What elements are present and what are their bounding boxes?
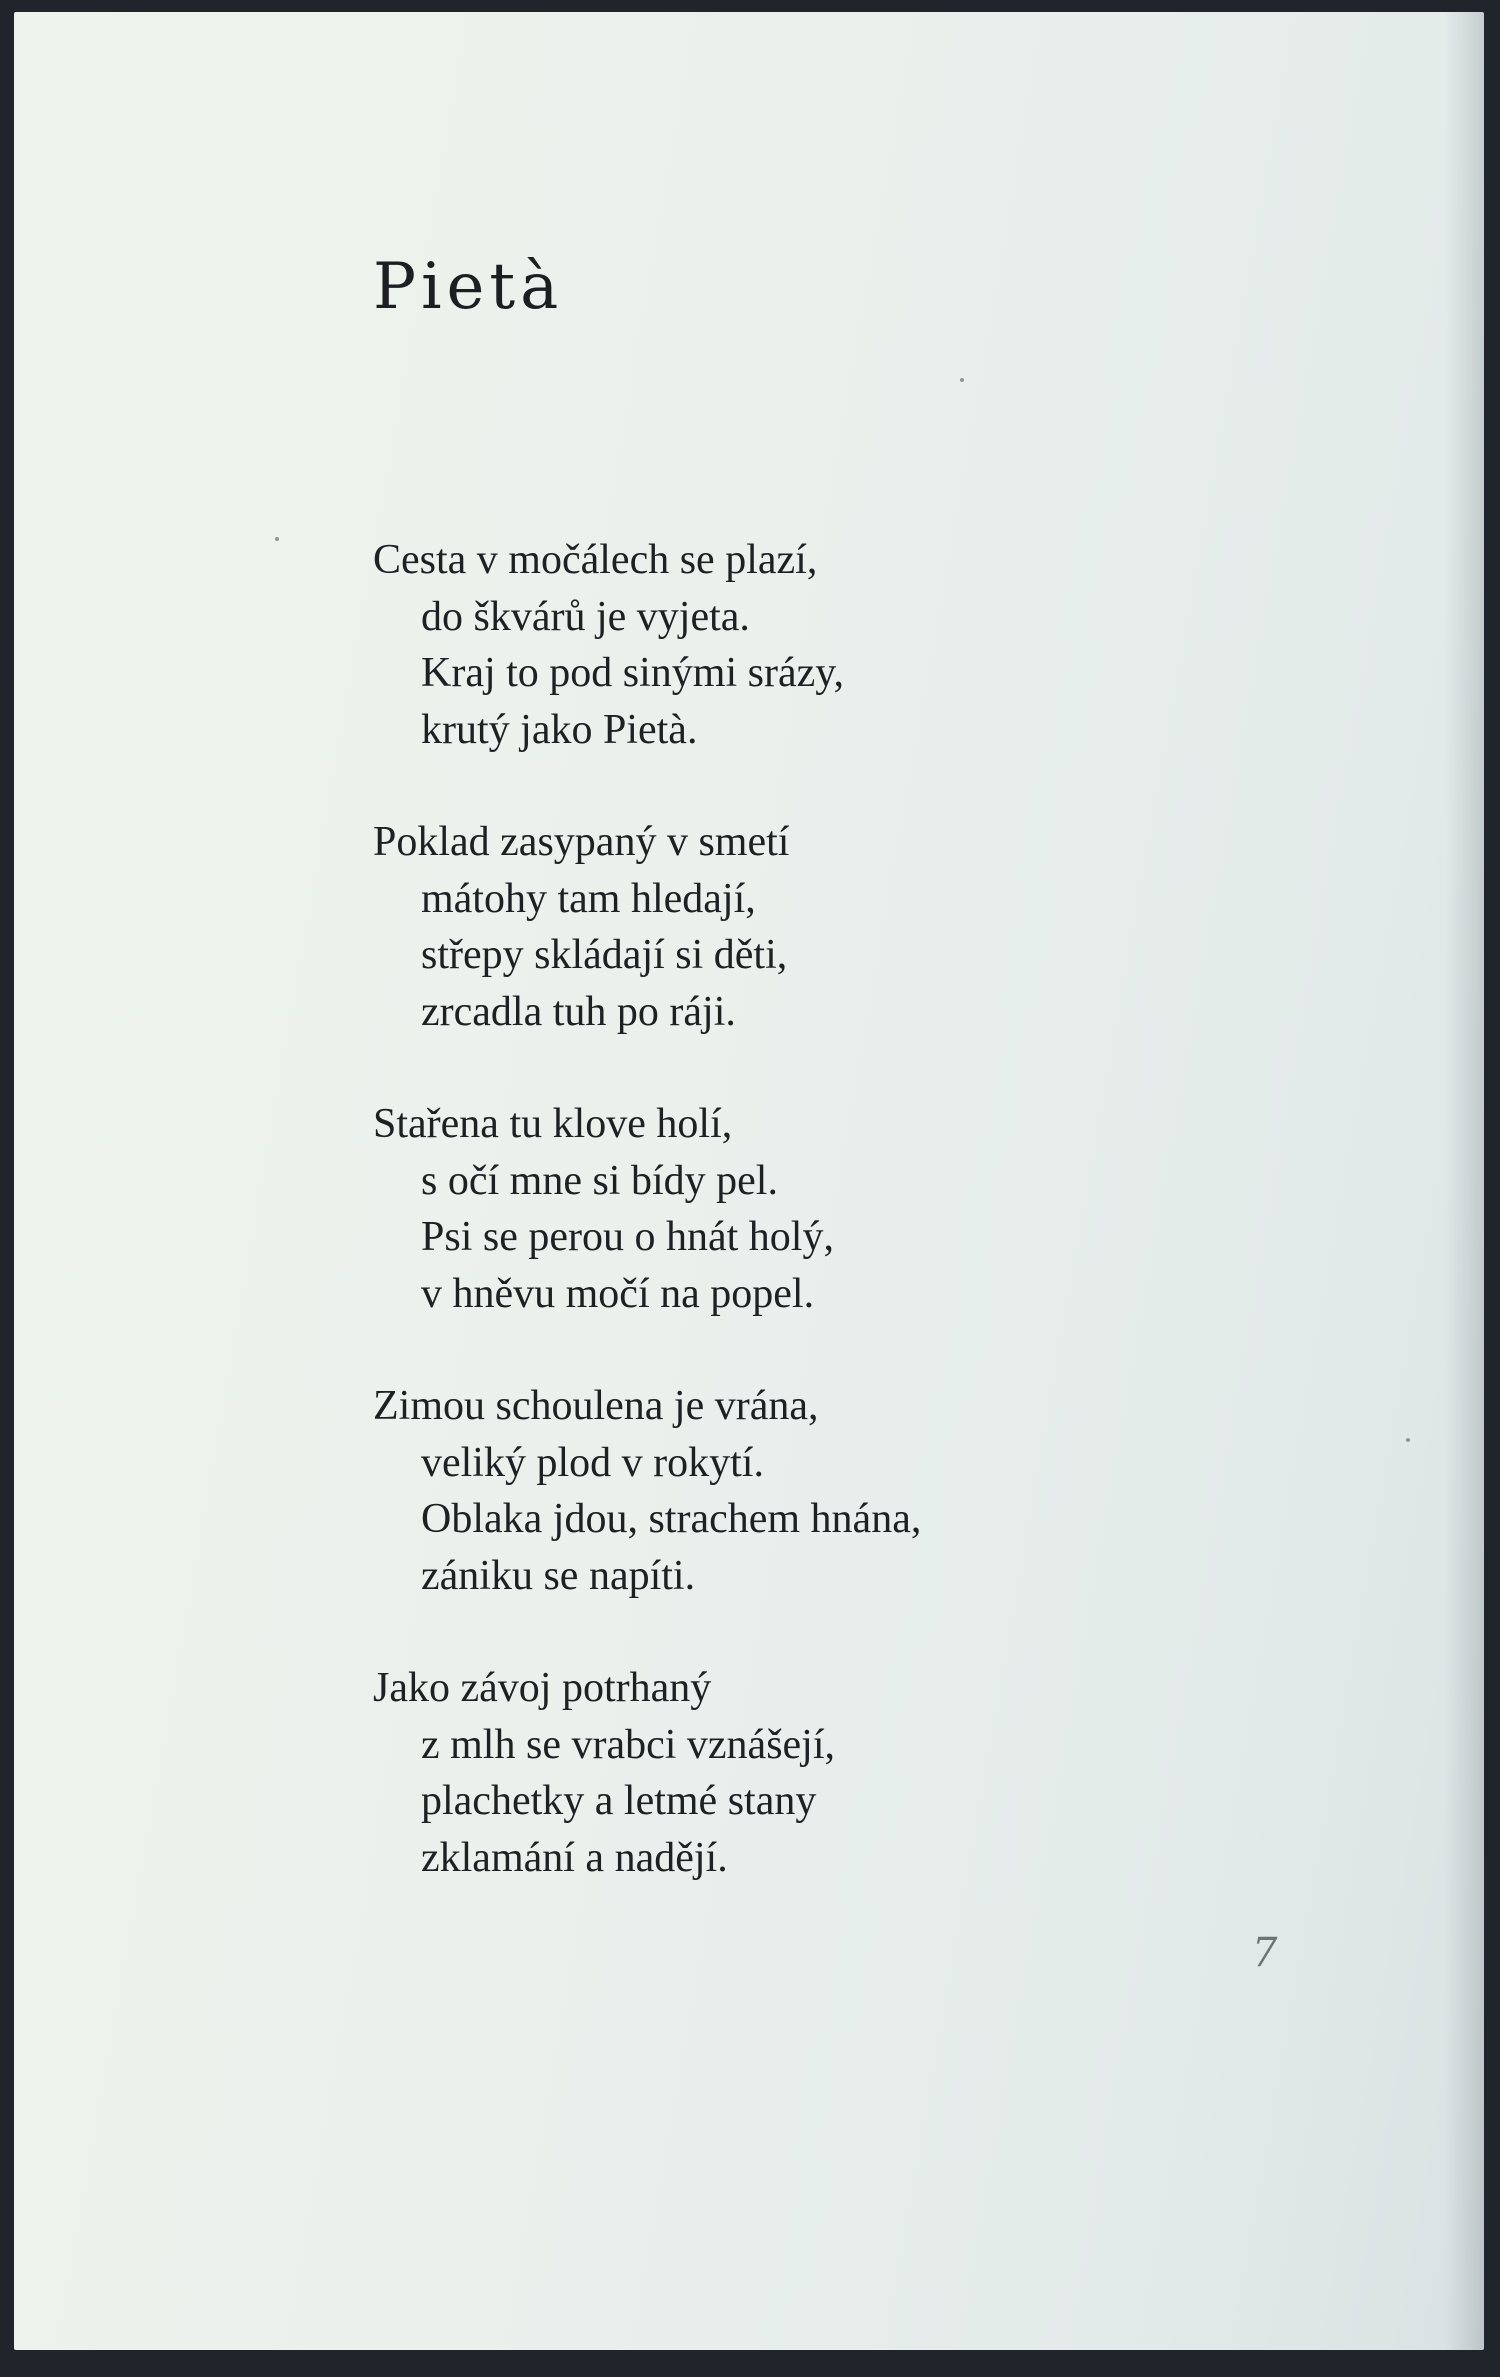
paper-speck (960, 378, 964, 382)
verse-line: s očí mne si bídy pel. (421, 1157, 778, 1204)
verse-line: veliký plod v rokytí. (421, 1439, 764, 1486)
verse-line: Jako závoj potrhaný (373, 1665, 712, 1711)
verse-line: krutý jako Pietà. (421, 706, 698, 753)
verse-line: Cesta v močálech se plazí, (373, 537, 818, 583)
verse-line: do škvárů je vyjeta. (421, 593, 750, 640)
stanza (373, 1378, 1133, 1604)
verse-line: střepy skládají si děti, (421, 932, 788, 978)
stanza (373, 814, 1133, 1040)
poem-body (373, 532, 1133, 1942)
verse-line: Zimou schoulena je vrána, (373, 1383, 819, 1429)
verse-line: Oblaka jdou, strachem hnána, (421, 1496, 922, 1542)
verse-line: zrcadla tuh po ráji. (421, 988, 736, 1035)
verse-line: Stařena tu klove holí, (373, 1101, 733, 1147)
paper-speck (275, 537, 279, 541)
paper-speck (1406, 1438, 1410, 1442)
verse-line: Kraj to pod sinými srázy, (421, 650, 845, 696)
verse-line: zklamání a nadějí. (421, 1834, 728, 1881)
verse-line: Poklad zasypaný v smetí (373, 819, 790, 865)
stanza (373, 532, 1133, 758)
verse-line: zániku se napíti. (421, 1552, 696, 1599)
verse-line: Psi se perou o hnát holý, (421, 1214, 834, 1260)
stanza (373, 1660, 1133, 1886)
page-edge-shadow (1444, 12, 1484, 2350)
book-page (14, 12, 1484, 2350)
verse-line: z mlh se vrabci vznášejí, (421, 1721, 836, 1768)
verse-line: plachetky a letmé stany (421, 1778, 817, 1824)
stanza (373, 1096, 1133, 1322)
poem-title: Pietà (373, 250, 564, 324)
verse-line: mátohy tam hledají, (421, 875, 756, 922)
page-number: 7 (1252, 1930, 1278, 1976)
verse-line: v hněvu močí na popel. (421, 1270, 815, 1317)
